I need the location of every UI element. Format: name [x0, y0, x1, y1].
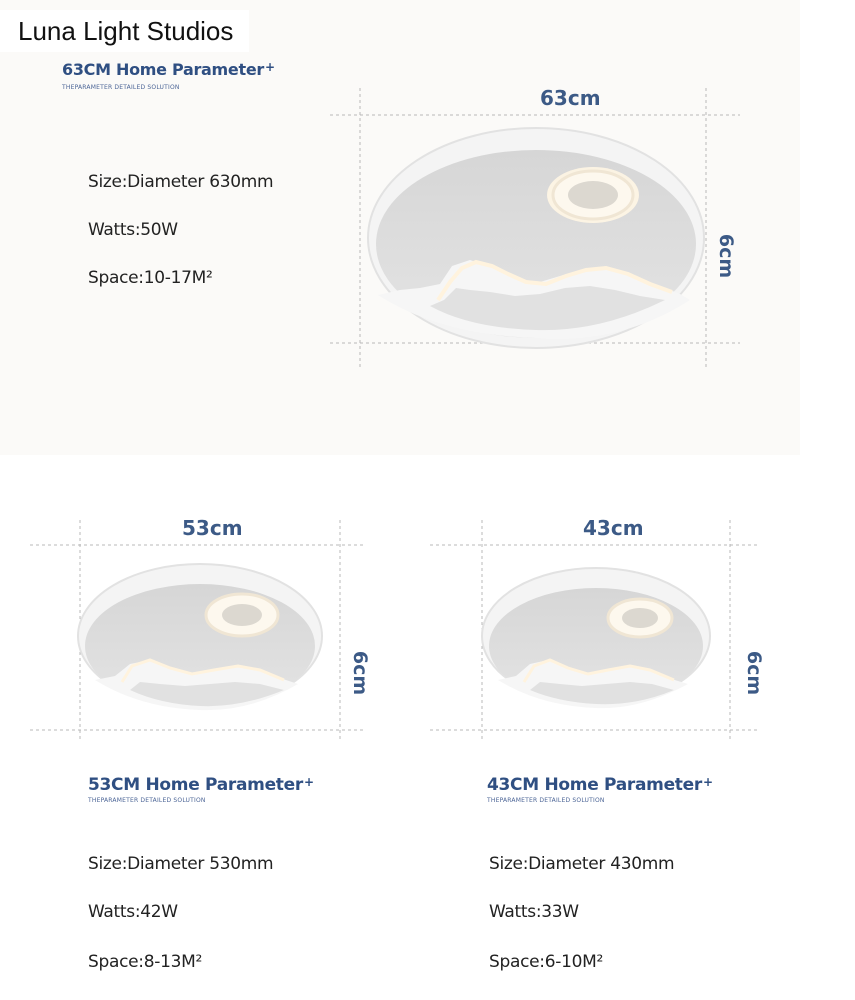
- plus-mark: +: [702, 775, 713, 789]
- plus-mark: +: [264, 60, 275, 74]
- param-subtitle-43: THEPARAMETER DETAILED SOLUTION: [487, 797, 605, 804]
- brand-label: Luna Light Studios: [0, 10, 249, 52]
- height-label-43: 6cm: [743, 650, 766, 696]
- param-title-53: [88, 775, 314, 795]
- plus-mark: +: [303, 775, 314, 789]
- param-title-63: [62, 60, 275, 79]
- width-label-53: 53cm: [182, 516, 243, 540]
- param-subtitle-63: THEPARAMETER DETAILED SOLUTION: [62, 84, 180, 91]
- spec-watts-53: Watts:42W: [88, 902, 178, 922]
- lamp-63-drawing: [330, 88, 740, 370]
- spec-size-63: Size:Diameter 630mm: [88, 172, 274, 192]
- spec-watts-43: Watts:33W: [489, 902, 579, 922]
- height-label-63: 6cm: [715, 233, 738, 279]
- spec-size-43: Size:Diameter 430mm: [489, 854, 675, 874]
- param-title-53-text: 53CM Home Parameter: [88, 775, 303, 795]
- width-label-63: 63cm: [540, 86, 601, 110]
- param-title-43-text: 43CM Home Parameter: [487, 775, 702, 795]
- spec-watts-63: Watts:50W: [88, 220, 178, 240]
- spec-space-43: Space:6-10M²: [489, 952, 603, 972]
- param-title-43: [487, 775, 713, 795]
- param-subtitle-53: THEPARAMETER DETAILED SOLUTION: [88, 797, 206, 804]
- height-label-53: 6cm: [349, 650, 372, 696]
- lamp-53-drawing: [30, 520, 365, 740]
- spec-space-63: Space:10-17M²: [88, 268, 213, 288]
- width-label-43: 43cm: [583, 516, 644, 540]
- spec-size-53: Size:Diameter 530mm: [88, 854, 274, 874]
- param-title-63-text: 63CM Home Parameter: [62, 60, 264, 79]
- spec-space-53: Space:8-13M²: [88, 952, 202, 972]
- lamp-43-drawing: [430, 520, 760, 740]
